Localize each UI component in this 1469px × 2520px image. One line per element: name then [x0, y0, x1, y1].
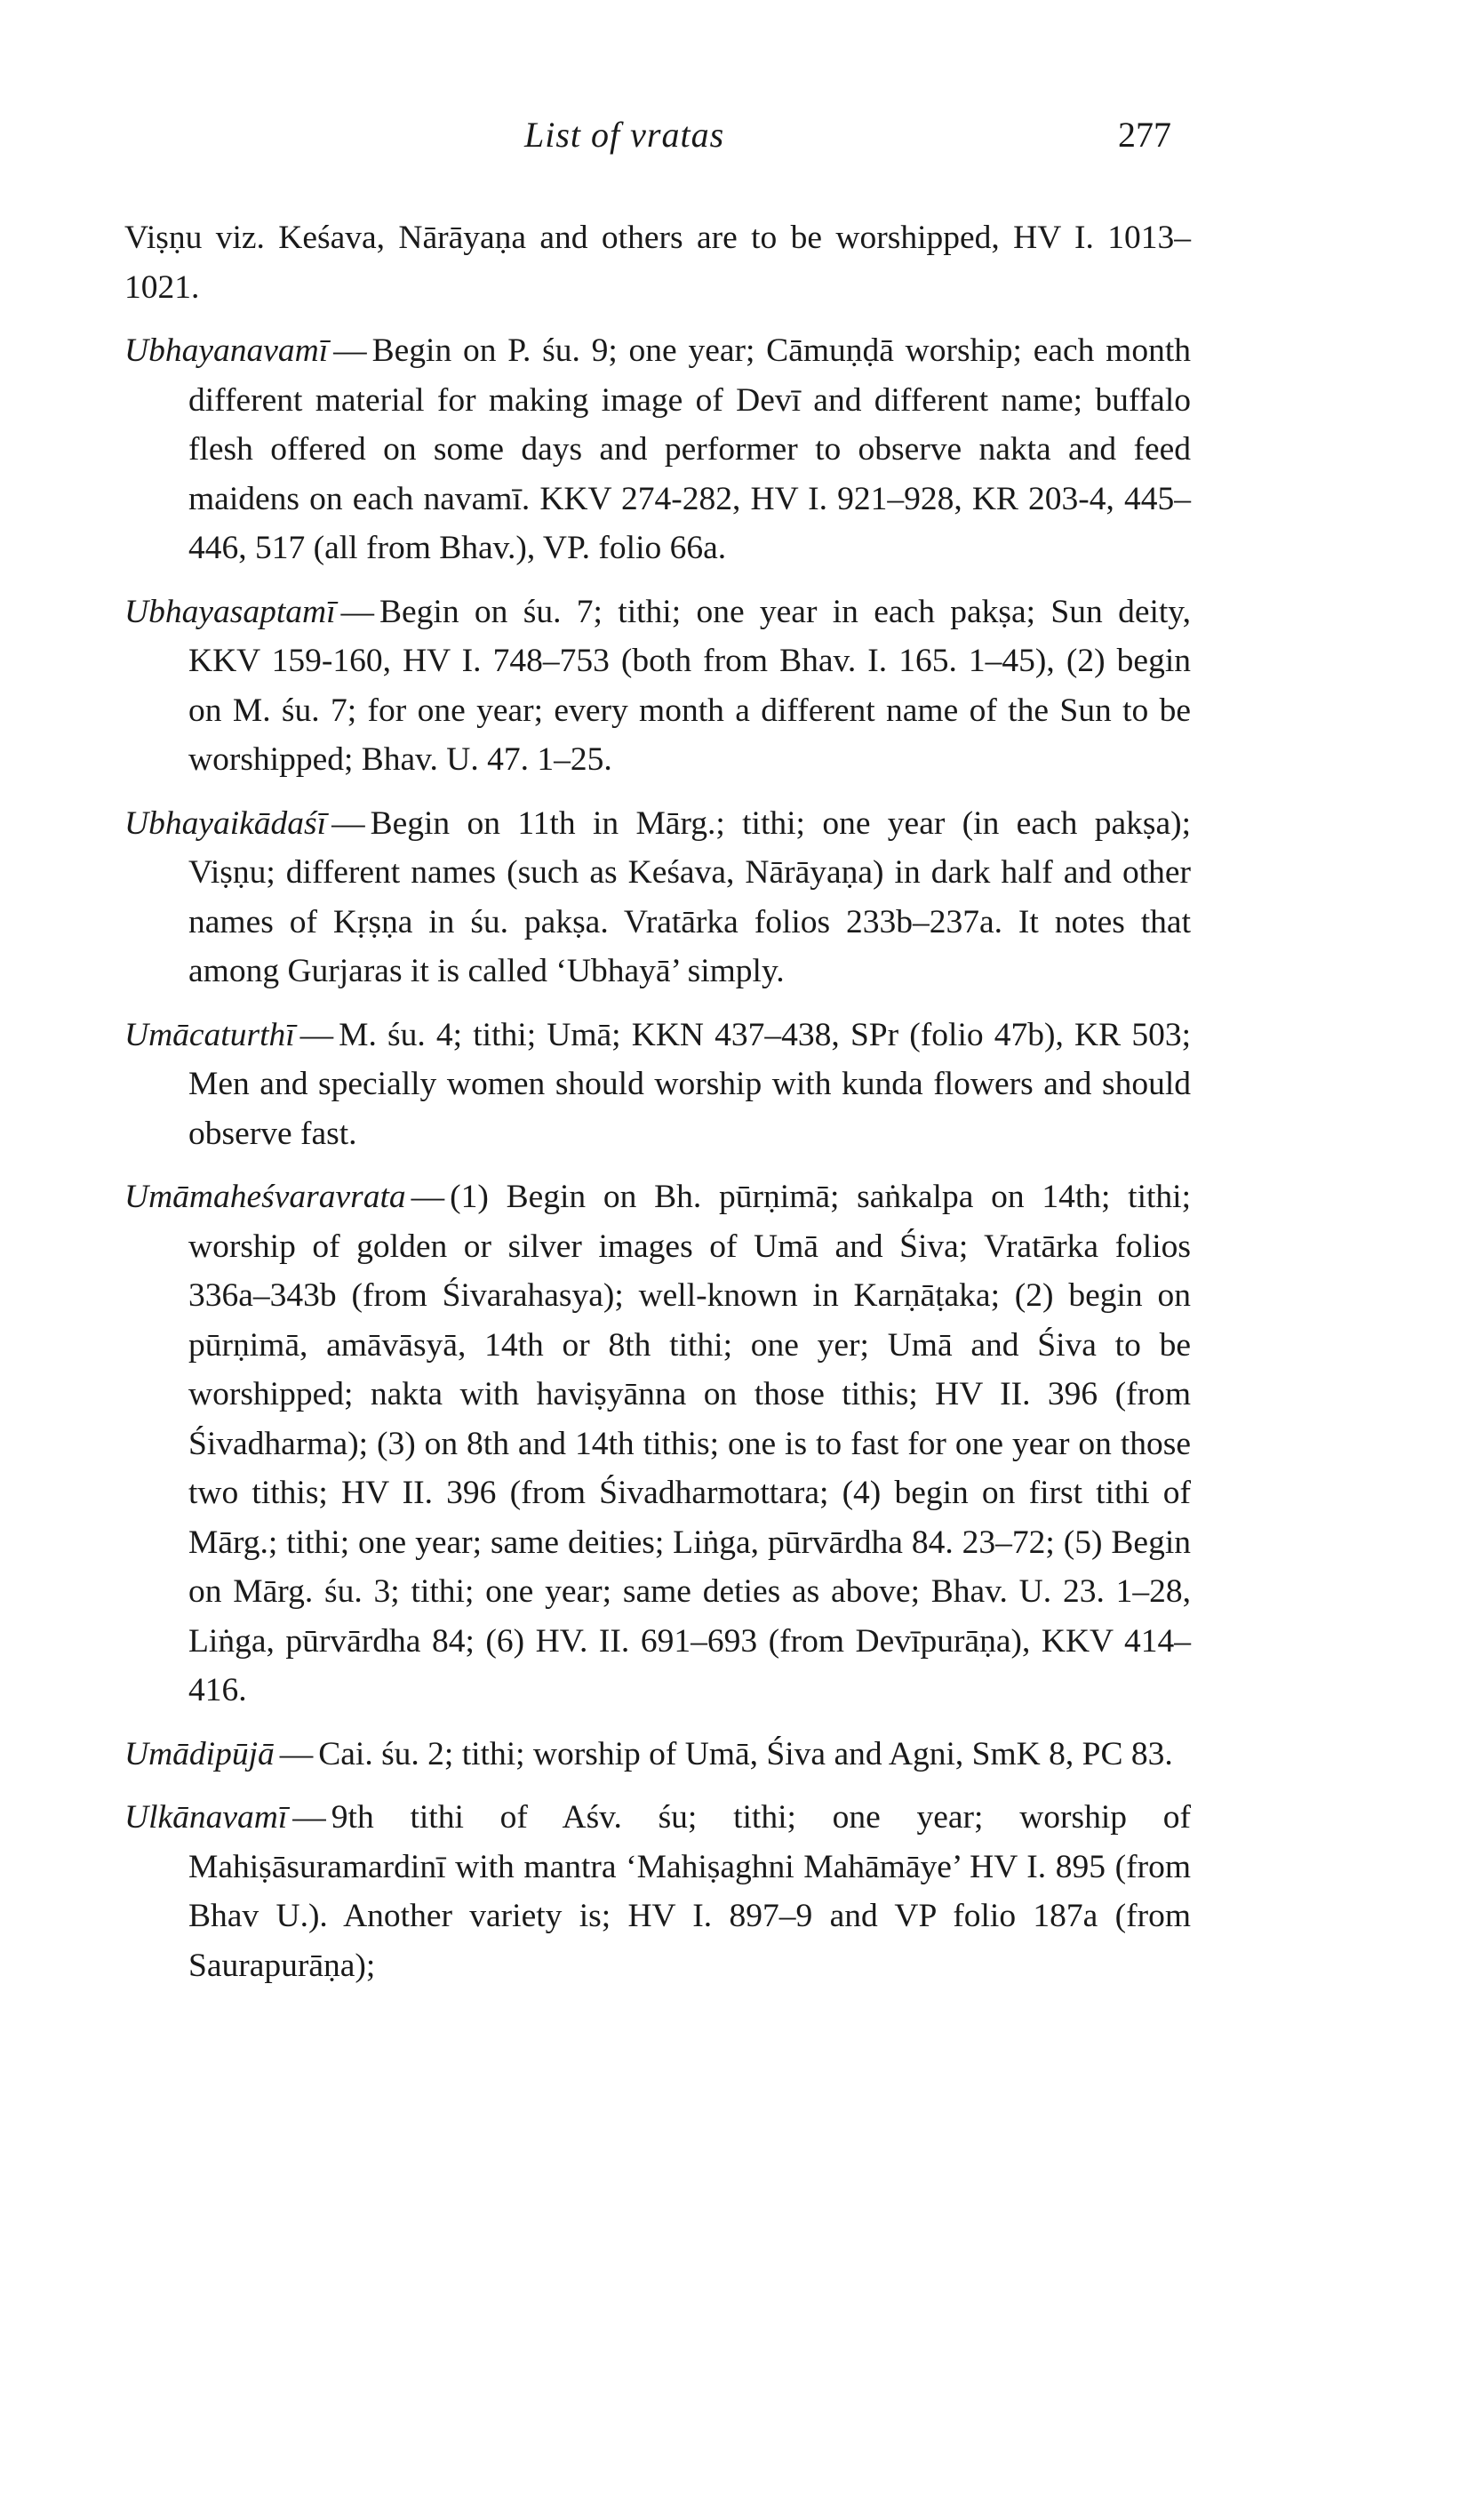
entry-headword: Ubhayaikādaśī [124, 804, 327, 842]
entry-umamahesvaravrata [124, 1172, 1191, 1716]
entry-text: M. śu. 4; tithi; Umā; KKN 437–438, SPr (folio 47b), KR 503; Men and specially women should worship with kunda flowers and should observe fast. [188, 1016, 1191, 1152]
continuation-paragraph: Viṣṇu viz. Keśava, Nārāyaṇa and others are to be worshipped, HV I. 1013–1021. [124, 220, 1191, 306]
entry-text: Begin on śu. 7; tithi; one year in each pakṣa; Sun deity, KKV 159-160, HV I. 748–753 (both from Bhav. I. 165. 1–45), (2) begin on M. śu. 7; for one year; every month a different name of the Sun to be worshipped; Bhav. U. 47. 1–25. [188, 593, 1191, 778]
running-title: List of vratas [524, 115, 725, 155]
entry-umadipuja [124, 1730, 1191, 1780]
entry-text: Begin on 11th in Mārg.; tithi; one year (in each pakṣa); Viṣṇu; different names (such as Keśava, Nārāyaṇa) in dark half and other names of Kṛṣṇa in śu. pakṣa. Vratārka folios 233b–237a. It notes that among Gurjaras it is called ‘Ubhayā’ simply. [188, 804, 1191, 989]
entry-dash: — [340, 593, 374, 630]
entry-dash: — [333, 332, 367, 369]
entry-text: Begin on P. śu. 9; one year; Cāmuṇḍā worship; each month different material for making image of Devī and different name; buffalo flesh offered on some days and performer to observe nakta and feed maidens on each navamī. KKV 274-282, HV I. 921–928, KR 203-4, 445–446, 517 (all from Bhav.), VP. folio 66a. [188, 332, 1191, 566]
page-header [0, 114, 1469, 167]
body-text [124, 213, 1191, 2004]
entry-headword: Ulkānavamī [124, 1799, 288, 1836]
entry-dash: — [411, 1179, 445, 1215]
entry-ulkanavami [124, 1793, 1191, 1990]
entry-headword: Ubhayanavamī [124, 332, 329, 369]
entry-dash: — [279, 1735, 314, 1772]
entry-dash: — [331, 804, 365, 842]
entry-text: 9th tithi of Aśv. śu; tithi; one year; worship of Mahiṣāsuramardinī with mantra ‘Mahiṣaghni Mahāmāye’ HV I. 895 (from Bhav U.). Another variety is; HV I. 897–9 and VP folio 187a (from Saurapurāṇa); [188, 1799, 1191, 1984]
entry-headword: Umācaturthī [124, 1016, 295, 1053]
entry-umacaturthi [124, 1011, 1191, 1159]
entry-text: (1) Begin on Bh. pūrṇimā; saṅkalpa on 14th; tithi; worship of golden or silver images of Umā and Śiva; Vratārka folios 336a–343b (from Śivarahasya); well-known in Karṇāṭaka; (2) begin on pūrṇimā, amāvāsyā, 14th or 8th tithi; one yer; Umā and Śiva to be worshipped; nakta with haviṣyānna on those tithis; HV II. 396 (from Śivadharma); (3) on 8th and 14th tithis; one is to fast for one year on those two tithis; HV II. 396 (from Śivadharmottara; (4) begin on first tithi of Mārg.; tithi; one year; same deities; Liṅga, pūrvārdha 84. 23–72; (5) Begin on Mārg. śu. 3; tithi; one year; same deties as above; Bhav. U. 23. 1–28, Liṅga, pūrvārdha 84; (6) HV. II. 691–693 (from Devīpurāṇa), KKV 414–416. [188, 1179, 1191, 1708]
entry-headword: Umāmaheśvaravrata [124, 1179, 406, 1215]
entry-ubhayanavami [124, 326, 1191, 573]
page-number: 277 [1118, 115, 1171, 155]
entry-dash: — [292, 1799, 326, 1836]
entry-headword: Ubhayasaptamī [124, 593, 336, 630]
entry-ubhayaikadasi [124, 799, 1191, 996]
entry-dash: — [299, 1016, 334, 1053]
entry-ubhayasaptami [124, 588, 1191, 785]
entry-headword: Umādipūjā [124, 1735, 275, 1772]
entry-text: Cai. śu. 2; tithi; worship of Umā, Śiva and Agni, SmK 8, PC 83. [318, 1735, 1173, 1772]
